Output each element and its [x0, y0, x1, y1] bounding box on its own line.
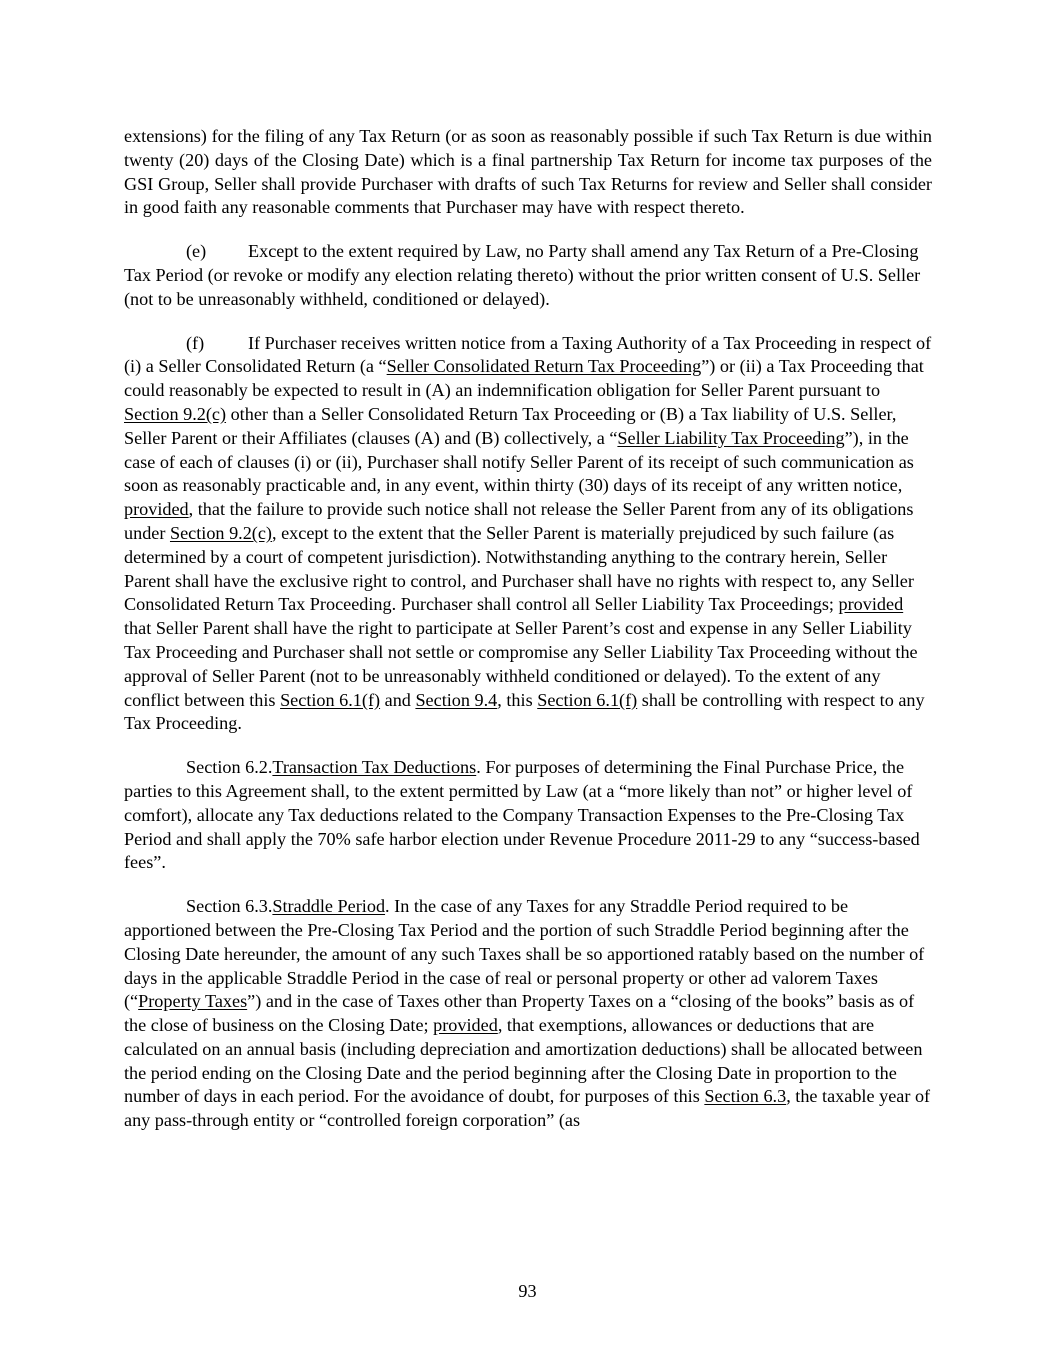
section-label: Section 6.2.: [186, 757, 273, 778]
emphasis-term: provided: [838, 594, 904, 615]
cross-reference-link[interactable]: Section 6.3: [704, 1086, 787, 1107]
clause-label: (e): [186, 241, 207, 262]
section-text: . For purposes of determining the Final Purchase Price, the parties to this Agreement shall, to the extent permitted by Law (at a “more likely than not” or higher level of comfort), allocate any Tax deductions related to the Company Transaction Expenses to the Pre-Closing Tax Period and shall apply the 70% safe harbor election under Revenue Procedure 2011-29 to any “success-based fees”.: [124, 757, 920, 873]
paragraph-6-1-e: [124, 240, 932, 311]
emphasis-term: provided: [124, 499, 189, 520]
section-title: Straddle Period: [272, 896, 386, 917]
section-label: Section 6.3.: [186, 896, 273, 917]
cross-reference-link[interactable]: Section 6.1(f): [280, 689, 381, 710]
paragraph-text: Except to the extent required by Law, no Party shall amend any Tax Return of a Pre-Closing Tax Period (or revoke or modify any election relating thereto) without the prior written consent of U.S. Seller (not to be unreasonably withheld, conditioned or delayed).: [124, 241, 921, 309]
defined-term: Property Taxes: [138, 991, 248, 1012]
section-title: Transaction Tax Deductions: [272, 757, 477, 778]
document-page: [124, 125, 932, 1153]
defined-term: Seller Liability Tax Proceeding: [617, 427, 845, 448]
section-6-3: Section 6.3.Straddle Period. In the case of any Taxes for any Straddle Period required to be apportioned between the Pre-Closing Tax Period and the portion of such Straddle Period beginning after the Closing Date hereunder, the amount of any such Taxes shall be so apportioned ratably based on the number of days in the applicable Straddle Period in the case of real or personal property or other ad valorem Taxes (“Property Taxes”) and in the case of Taxes other than Property Taxes on a “closing of the books” basis as of the close of business on the Closing Date; provided, that exemptions, allowances or deductions that are calculated on an annual basis (including depreciation and amortization deductions) shall be allocated between the period ending on the Closing Date and the period beginning after the Closing Date in proportion to the number of days in each period. For the avoidance of doubt, for purposes of this Section 6.3, the taxable year of any pass-through entity or “controlled foreign corporation” (as: [124, 896, 931, 1131]
emphasis-term: provided: [433, 1015, 498, 1036]
cross-reference-link[interactable]: Section 9.2(c): [124, 403, 227, 424]
paragraph-text: extensions) for the filing of any Tax Return (or as soon as reasonably possible if such Tax Return is due within twenty (20) days of the Closing Date) which is a final partnership Tax Return for income tax purposes of the GSI Group, Seller shall provide Purchaser with drafts of such Tax Returns for review and Seller shall consider in good faith any reasonable comments that Purchaser may have with respect thereto.: [124, 126, 932, 218]
paragraph-6-1-f: (f) If Purchaser receives written notice from a Taxing Authority of a Tax Proceeding in respect of (i) a Seller Consolidated Return (a “Seller Consolidated Return Tax Proceeding”) or (ii) a Tax Proceeding that could reasonably be expected to result in (A) an indemnification obligation for Seller Parent pursuant to Section 9.2(c) other than a Seller Consolidated Return Tax Proceeding or (B) a Tax liability of U.S. Seller, Seller Parent or their Affiliates (clauses (A) and (B) collectively, a “Seller Liability Tax Proceeding”), in the case of each of clauses (i) or (ii), Purchaser shall notify Seller Parent of its receipt of such communication as soon as reasonably practicable and, in any event, within thirty (30) days of its receipt of any written notice, provided, that the failure to provide such notice shall not release the Seller Parent from any of its obligations under Section 9.2(c), except to the extent that the Seller Parent is materially prejudiced by such failure (as determined by a court of competent jurisdiction). Notwithstanding anything to the contrary herein, Seller Parent shall have the exclusive right to control, and Purchaser shall have no rights with respect to, any Seller Consolidated Return Tax Proceeding. Purchaser shall control all Seller Liability Tax Proceedings; provided that Seller Parent shall have the right to participate at Seller Parent’s cost and expense in any Seller Liability Tax Proceeding and Purchaser shall not settle or compromise any Seller Liability Tax Proceeding without the approval of Seller Parent (not to be unreasonably withheld conditioned or delayed). To the extent of any conflict between this Section 6.1(f) and Section 9.4, this Section 6.1(f) shall be controlling with respect to any Tax Proceeding.: [124, 332, 932, 734]
section-6-2: [124, 756, 932, 875]
defined-term: Seller Consolidated Return Tax Proceeding: [386, 356, 702, 377]
cross-reference-link[interactable]: Section 9.4: [415, 689, 498, 710]
cross-reference-link[interactable]: Section 6.1(f): [537, 689, 638, 710]
paragraph-continuation: [124, 125, 932, 220]
page-number: 93: [518, 1281, 537, 1301]
cross-reference-link[interactable]: Section 9.2(c): [169, 522, 272, 543]
clause-label: (f): [186, 332, 205, 353]
